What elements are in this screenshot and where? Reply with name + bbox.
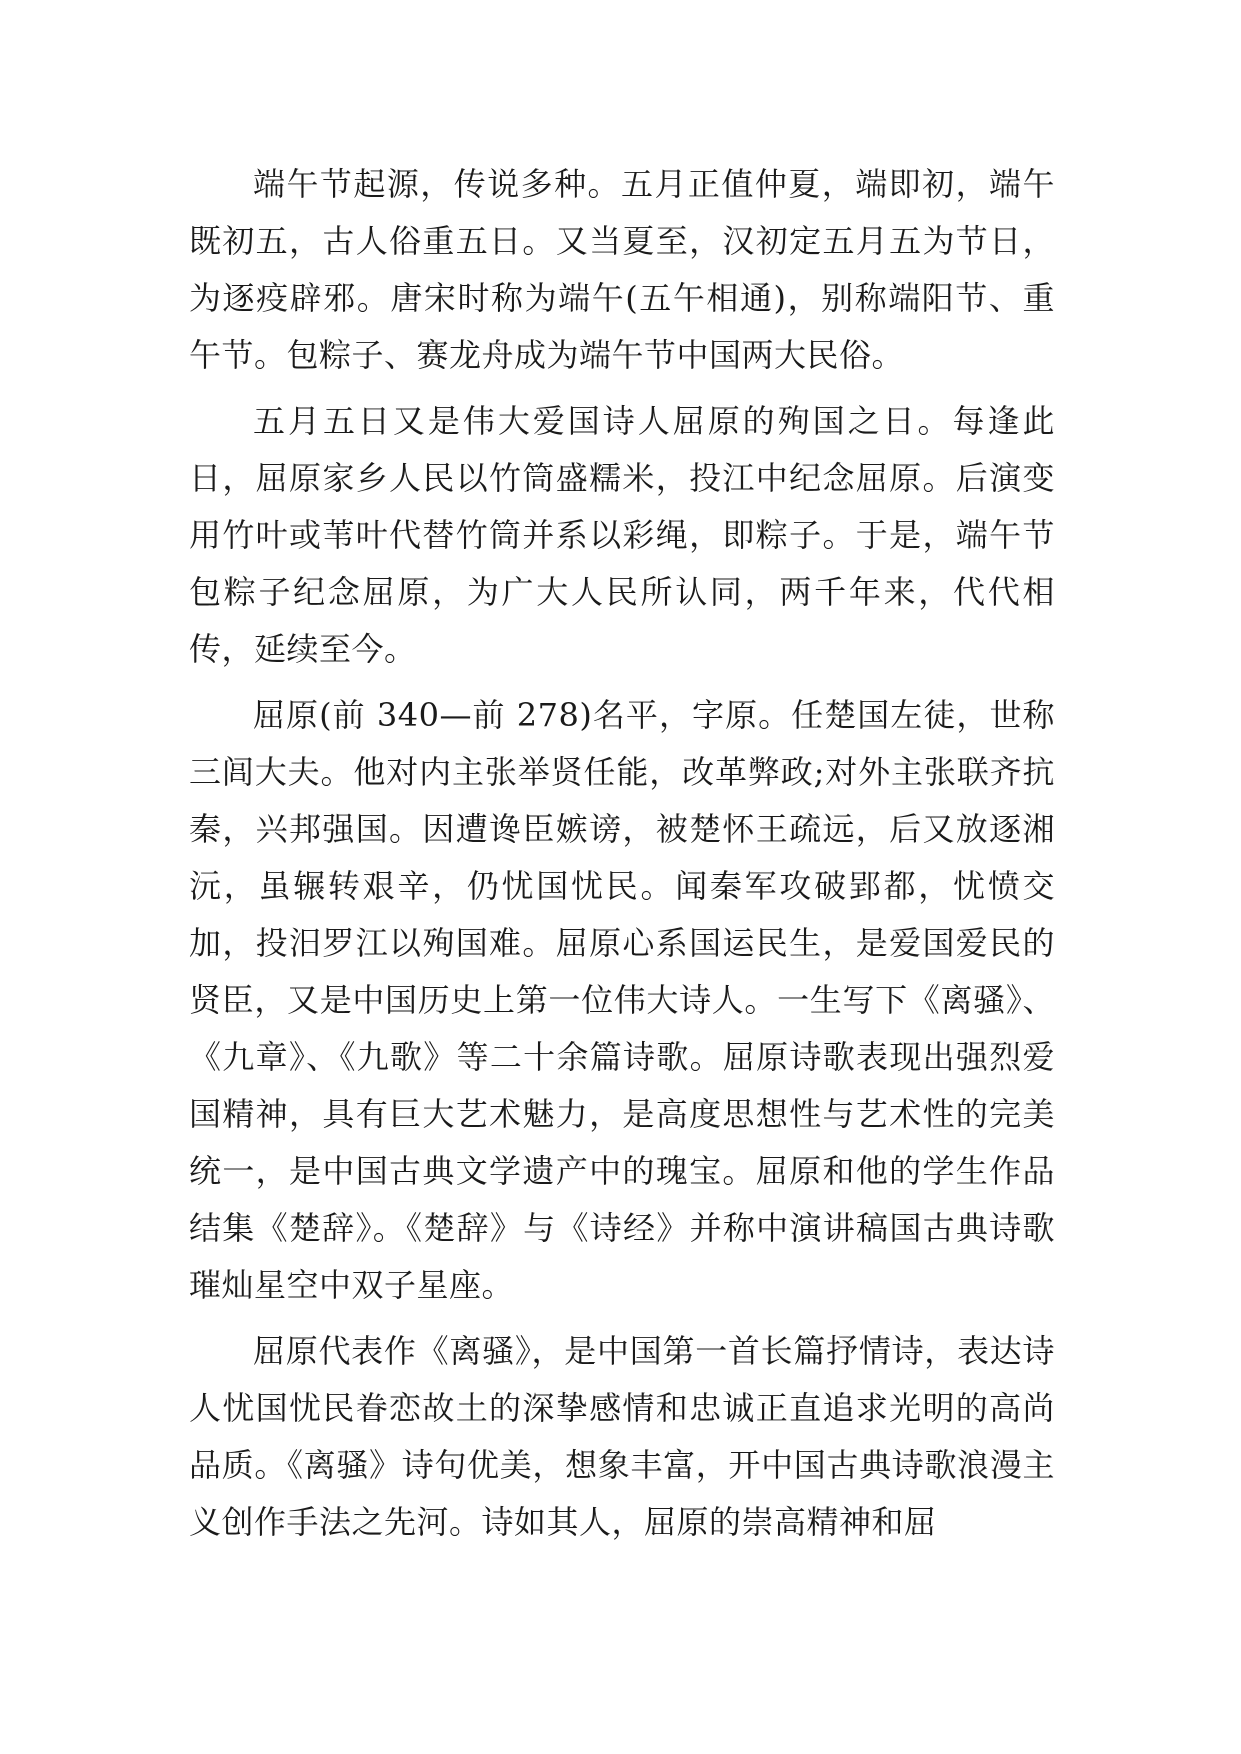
document-body: [189, 156, 1055, 1560]
paragraph-commemoration: 五月五日又是伟大爱国诗人屈原的殉国之日。每逢此日，屈原家乡人民以竹筒盛糯米，投江中纪念屈原。后演变用竹叶或苇叶代替竹筒并系以彩绳，即粽子。于是，端午节包粽子纪念屈原，为广大人民所认同，两千年来，代代相传，延续至今。: [189, 402, 1055, 668]
paragraph-qu-yuan-biography: 屈原(前 340—前 278)名平，字原。任楚国左徒，世称三闾大夫。他对内主张举贤任能，改革弊政;对外主张联齐抗秦，兴邦强国。因遭谗臣嫉谤，被楚怀王疏远，后又放逐湘沅，虽辗转艰辛，仍忧国忧民。闻秦军攻破郢都，忧愤交加，投汨罗江以殉国难。屈原心系国运民生，是爱国爱民的贤臣，又是中国历史上第一位伟大诗人。一生写下《离骚》、《九章》、《九歌》等二十余篇诗歌。屈原诗歌表现出强烈爱国精神，具有巨大艺术魅力，是高度思想性与艺术性的完美统一，是中国古典文学遗产中的瑰宝。屈原和他的学生作品结集《楚辞》。《楚辞》与《诗经》并称中演讲稿国古典诗歌璀灿星空中双子星座。: [189, 696, 1055, 1304]
paragraph-origin: 端午节起源，传说多种。五月正值仲夏，端即初，端午既初五，古人俗重五日。又当夏至，汉初定五月五为节日，为逐疫辟邪。唐宋时称为端午(五午相通)，别称端阳节、重午节。包粽子、赛龙舟成为端午节中国两大民俗。: [189, 165, 1055, 374]
paragraph-li-sao: 屈原代表作《离骚》，是中国第一首长篇抒情诗，表达诗人忧国忧民眷恋故土的深挚感情和忠诚正直追求光明的高尚品质。《离骚》诗句优美，想象丰富，开中国古典诗歌浪漫主义创作手法之先河。诗如其人，屈原的崇高精神和屈: [189, 1332, 1055, 1541]
